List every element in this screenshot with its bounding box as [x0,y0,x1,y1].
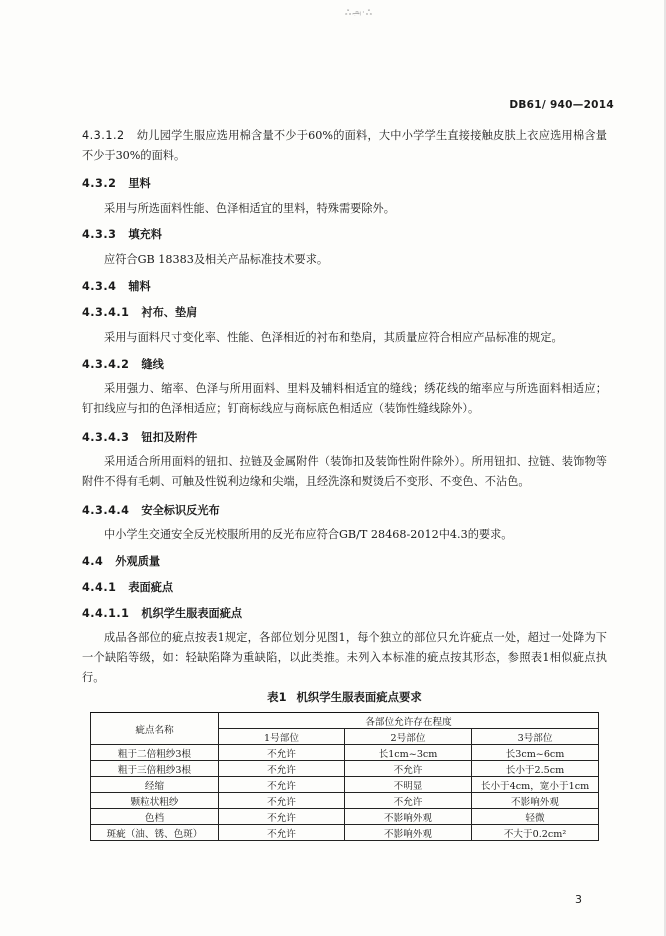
heading-title: 钮扣及附件 [141,430,198,444]
heading-title: 安全标识反光布 [141,503,220,517]
heading-title: 填充料 [128,227,162,241]
cell-part-2: 不明显 [345,777,472,793]
cell-part-3: 长小于2.5cm [472,761,599,777]
col-header-group: 各部位允许存在程度 [219,713,599,729]
heading-title: 缝线 [141,357,164,371]
standard-code: DB61/ 940—2014 [509,99,614,111]
table-row [91,777,599,793]
clause-number: 4.3.1.2 [82,129,125,142]
heading-title: 里料 [128,176,151,190]
scan-smudge-mark: ஃஅ·ஃ [345,8,373,17]
heading-4-3-2 [82,173,607,194]
heading-title: 辅料 [128,279,151,293]
cell-part-3: 轻微 [472,809,599,825]
heading-4-3-4-1 [82,302,607,323]
para-4-4-1-1: 成品各部位的疵点按表1规定，各部位划分见图1，每个独立的部位只允许疵点一处，超过一处降为下一个缺陷等级，如：轻缺陷降为重缺陷，以此类推。未列入本标准的疵点按其形态，参照表1相似疵点执行。 [82,631,607,684]
cell-part-2: 不影响外观 [345,825,472,841]
cell-part-1: 不允许 [219,777,345,793]
heading-4-4 [82,551,607,572]
heading-title: 表面疵点 [128,580,174,594]
heading-4-3-4-2 [82,354,607,375]
cell-part-3: 不大于0.2cm² [472,825,599,841]
heading-4-4-1-1 [82,603,607,624]
cell-defect-name: 粗于二倍粗纱3根 [91,745,219,761]
heading-number: 4.3.4.3 [82,431,130,444]
heading-4-4-1 [82,577,607,598]
cell-part-1: 不允许 [219,825,345,841]
cell-part-2: 长1cm~3cm [345,745,472,761]
para-4-3-3: 应符合GB 18383及相关产品标准技术要求。 [104,253,329,266]
table-label: 表1 [267,690,287,704]
col-header-part-3: 3号部位 [472,729,599,745]
para-4-3-4-1: 采用与面料尺寸变化率、性能、色泽相近的衬布和垫肩，其质量应符合相应产品标准的规定。 [104,331,563,344]
cell-part-2: 不影响外观 [345,809,472,825]
heading-number: 4.3.4.4 [82,504,130,517]
cell-part-2: 不允许 [345,793,472,809]
heading-4-3-4 [82,276,607,297]
heading-title: 衬布、垫肩 [141,305,198,319]
heading-title: 机织学生服表面疵点 [141,606,243,620]
heading-number: 4.4.1.1 [82,607,130,620]
table-row [91,745,599,761]
heading-number: 4.4.1 [82,581,117,594]
cell-defect-name: 色档 [91,809,219,825]
table-row [91,825,599,841]
heading-4-3-4-3 [82,427,607,448]
clause-4-3-1-2 [82,126,607,166]
para-4-3-2: 采用与所选面料性能、色泽相适宜的里料，特殊需要除外。 [104,202,395,215]
cell-part-1: 不允许 [219,761,345,777]
heading-title: 外观质量 [115,554,161,568]
cell-defect-name: 斑疵（油、锈、色斑） [91,825,219,841]
cell-part-3: 长小于4cm，宽小于1cm [472,777,599,793]
heading-4-3-3 [82,224,607,245]
para-4-3-4-3: 采用适合所用面料的钮扣、拉链及金属附件（装饰扣及装饰性附件除外）。所用钮扣、拉链、装饰物等附件不得有毛刺、可触及性锐利边缘和尖端，且经洗涤和熨烫后不变形、不变色、不沾色。 [82,455,607,488]
para-4-3-4-2: 采用强力、缩率、色泽与所用面料、里料及辅料相适宜的缝线；绣花线的缩率应与所选面料相适应；钉扣线应与扣的色泽相适应；钉商标线应与商标底色相适应（装饰性缝线除外）。 [82,382,607,415]
heading-4-3-4-4 [82,500,607,521]
col-header-part-2: 2号部位 [345,729,472,745]
cell-defect-name: 经缩 [91,777,219,793]
col-header-part-1: 1号部位 [219,729,345,745]
heading-number: 4.3.4.2 [82,358,130,371]
table-title: 机织学生服表面疵点要求 [296,690,422,704]
clause-text: 幼儿园学生服应选用棉含量不少于60%的面料，大中小学学生直接接触皮肤上衣应选用棉含量不少于30%的面料。 [82,129,607,162]
cell-defect-name: 颗粒状粗纱 [91,793,219,809]
cell-part-3: 不影响外观 [472,793,599,809]
cell-part-1: 不允许 [219,745,345,761]
heading-number: 4.3.4.1 [82,306,130,319]
cell-defect-name: 粗于三倍粗纱3根 [91,761,219,777]
table-row [91,809,599,825]
cell-part-3: 长3cm~6cm [472,745,599,761]
para-4-3-4-4: 中小学生交通安全反光校服所用的反光布应符合GB/T 28468-2012中4.3的要求。 [104,528,513,541]
heading-number: 4.3.3 [82,228,117,241]
cell-part-2: 不允许 [345,761,472,777]
table-row [91,793,599,809]
cell-part-1: 不允许 [219,793,345,809]
heading-number: 4.3.2 [82,177,117,190]
cell-part-1: 不允许 [219,809,345,825]
table-header-row [91,713,599,729]
heading-number: 4.3.4 [82,280,117,293]
page-number: 3 [575,893,582,906]
defects-table [90,712,599,841]
table-row [91,761,599,777]
table-caption [82,689,607,705]
heading-number: 4.4 [82,555,104,568]
col-header-defect-name: 疵点名称 [91,713,219,745]
